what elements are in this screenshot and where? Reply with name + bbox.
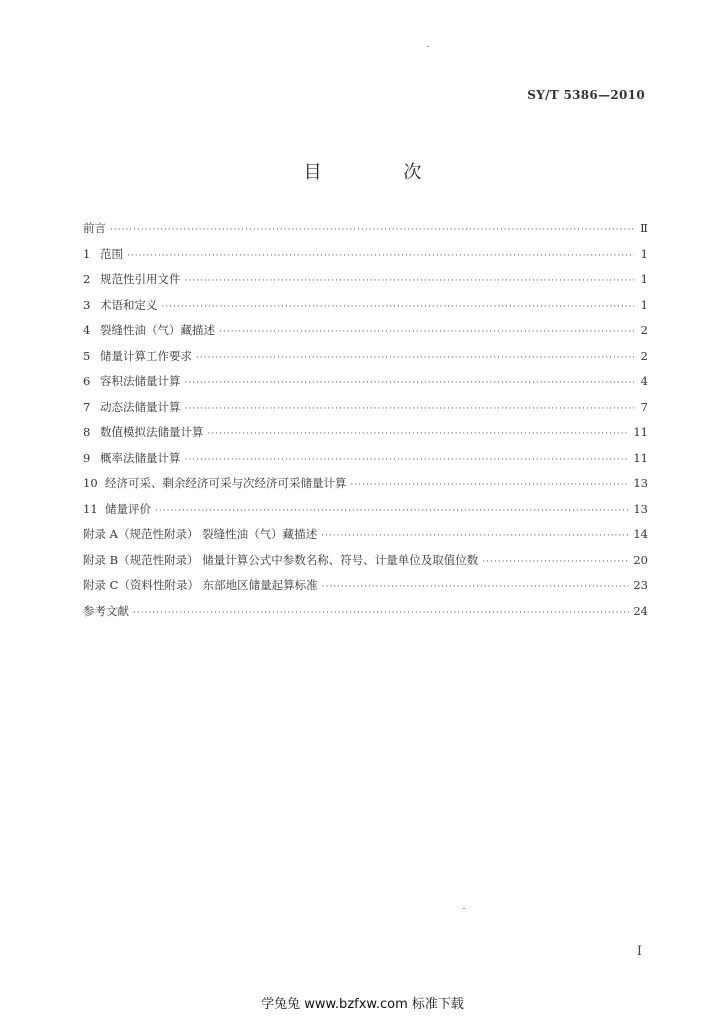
toc-entry-title: 储量计算工作要求 <box>100 348 192 363</box>
toc-entry[interactable] <box>83 348 648 374</box>
scan-speck <box>427 46 429 47</box>
toc-entry-label <box>83 297 158 313</box>
toc-entry[interactable] <box>83 552 648 578</box>
toc-entry-page: 20 <box>633 552 648 567</box>
toc-entry[interactable] <box>83 271 648 297</box>
toc-leader-dots <box>185 404 635 414</box>
toc-entry-page: 11 <box>633 425 648 439</box>
toc-entry-page: 1 <box>640 297 648 312</box>
toc-entry-number: 2 <box>83 272 91 286</box>
toc-entry-page: 24 <box>633 603 648 618</box>
toc-entry[interactable] <box>83 220 648 246</box>
toc-leader-dots <box>219 327 634 337</box>
toc-leader-dots <box>162 302 635 312</box>
toc-entry-title: 附录 B（规范性附录） 储量计算公式中参数名称、符号、计量单位及取值位数 <box>83 552 479 567</box>
toc-entry-title: 附录 A（规范性附录） 裂缝性油（气）藏描述 <box>83 527 318 541</box>
toc-entry-number: 5 <box>83 348 91 363</box>
toc-entry-page: 14 <box>633 527 648 541</box>
toc-leader-dots <box>110 225 634 235</box>
toc-entry-page: 4 <box>640 374 648 388</box>
toc-entry-label <box>83 475 347 491</box>
toc-entry[interactable] <box>83 475 648 501</box>
toc-entry-label <box>83 501 151 517</box>
toc-entry[interactable] <box>83 577 648 603</box>
toc-entry[interactable] <box>83 526 648 552</box>
toc-entry-page: 7 <box>640 399 648 414</box>
toc-entry-number: 9 <box>83 450 91 465</box>
toc-entry-number: 1 <box>83 246 91 261</box>
toc-entry-label <box>83 603 129 619</box>
toc-entry-title: 范围 <box>100 246 123 261</box>
toc-entry[interactable] <box>83 424 648 450</box>
toc-leader-dots <box>208 429 630 439</box>
toc-entry-page: 2 <box>640 348 648 363</box>
toc-entry-label <box>83 348 192 364</box>
toc-entry-number: 4 <box>83 323 91 337</box>
toc-entry-page: 13 <box>633 501 648 516</box>
toc-list <box>83 220 648 628</box>
toc-entry-label <box>83 552 478 568</box>
toc-entry-number: 11 <box>83 501 98 516</box>
toc-entry-page: 23 <box>633 578 648 592</box>
toc-leader-dots <box>196 353 634 363</box>
toc-entry-title: 裂缝性油（气）藏描述 <box>100 323 215 337</box>
toc-entry[interactable] <box>83 246 648 272</box>
toc-leader-dots <box>482 557 629 567</box>
toc-entry-title: 数值模拟法储量计算 <box>100 425 204 439</box>
toc-leader-dots <box>133 608 629 618</box>
toc-entry-number: 3 <box>83 297 91 312</box>
toc-entry-title: 术语和定义 <box>100 297 158 312</box>
toc-entry[interactable] <box>83 501 648 527</box>
page-number: Ⅰ <box>636 944 642 959</box>
toc-entry[interactable] <box>83 322 648 348</box>
toc-entry-page: 1 <box>640 246 648 261</box>
toc-leader-dots <box>321 531 629 541</box>
toc-entry-title: 参考文献 <box>83 603 129 618</box>
toc-entry-label <box>83 373 181 389</box>
toc-entry-title: 附录 C（资料性附录） 东部地区储量起算标准 <box>83 578 318 592</box>
toc-entry-label <box>83 526 317 542</box>
toc-entry-page: Ⅱ <box>640 221 648 235</box>
toc-entry-label <box>83 577 318 593</box>
toc-entry-label <box>83 246 123 262</box>
toc-leader-dots <box>155 506 629 516</box>
toc-entry-label <box>83 271 181 287</box>
toc-entry-number: 6 <box>83 374 91 388</box>
toc-leader-dots <box>185 276 635 286</box>
toc-entry-label <box>83 220 106 236</box>
toc-entry-page: 1 <box>640 272 648 286</box>
toc-entry-page: 2 <box>640 323 648 337</box>
toc-entry-page: 13 <box>633 476 648 490</box>
toc-entry-label <box>83 424 204 440</box>
toc-title: 目 次 <box>303 162 460 183</box>
toc-entry[interactable] <box>83 399 648 425</box>
toc-entry-number: 10 <box>83 476 98 490</box>
toc-entry-page: 11 <box>633 450 648 465</box>
toc-leader-dots <box>127 251 634 261</box>
toc-entry-label <box>83 399 181 415</box>
toc-entry-title: 概率法储量计算 <box>100 450 181 465</box>
toc-entry[interactable] <box>83 603 648 629</box>
toc-entry-title: 容积法储量计算 <box>100 374 181 388</box>
toc-leader-dots <box>322 582 630 592</box>
toc-entry-label <box>83 322 215 338</box>
toc-entry-number: 8 <box>83 425 91 439</box>
toc-entry-label <box>83 450 181 466</box>
toc-entry-title: 动态法储量计算 <box>100 399 181 414</box>
toc-entry-title: 经济可采、剩余经济可采与次经济可采储量计算 <box>105 476 347 490</box>
toc-leader-dots <box>351 480 630 490</box>
toc-entry-number: 7 <box>83 399 91 414</box>
toc-entry[interactable] <box>83 373 648 399</box>
scan-speck <box>463 908 465 909</box>
standard-code: SY/T 5386—2010 <box>527 88 645 102</box>
footer-watermark: 学兔兔 www.bzfxw.com 标准下载 <box>261 997 464 1012</box>
toc-entry[interactable] <box>83 297 648 323</box>
toc-entry-title: 规范性引用文件 <box>100 272 181 286</box>
toc-entry-title: 前言 <box>83 221 106 235</box>
toc-entry[interactable] <box>83 450 648 476</box>
toc-entry-title: 储量评价 <box>105 501 151 516</box>
toc-leader-dots <box>185 378 635 388</box>
toc-leader-dots <box>185 455 630 465</box>
